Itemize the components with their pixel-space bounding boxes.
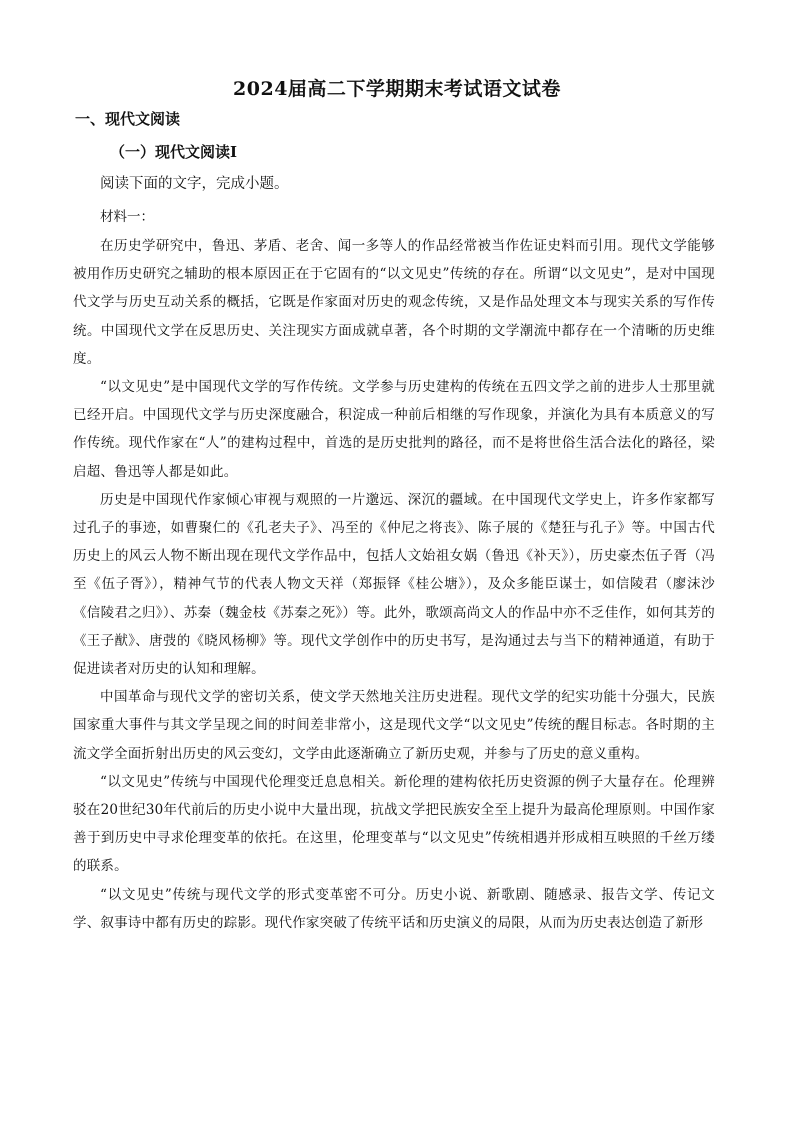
reading-instruction: 阅读下面的文字，完成小题。 (100, 176, 289, 192)
section-heading: 一、现代文阅读 (75, 110, 181, 128)
paragraph: “以文见史”传统与中国现代伦理变迁息息相关。新伦理的建构依托历史资源的例子大量存在。伦理辨驳在20世纪30年代前后的历史小说中大量出现，抗战文学把民族安全至上提升为最高伦理原则。中国作家善于到历史中寻求伦理变革的依托。在这里，伦理变革与“以文见史”传统相遇并形成相互映照的千丝万缕的联系。 (73, 773, 715, 875)
document-title: 2024届高二下学期期末考试语文试卷 (233, 78, 561, 100)
material-label: 材料一： (100, 209, 154, 225)
subsection-heading: （一）现代文阅读Ⅰ (110, 143, 238, 161)
paragraph: 历史是中国现代作家倾心审视与观照的一片邈远、深沉的疆域。在中国现代文学史上，许多作家都写过孔子的事迹，如曹聚仁的《孔老夫子》、冯至的《仲尼之将丧》、陈子展的《楚狂与孔子》等。中国古代历史上的风云人物不断出现在现代文学作品中，包括人文始祖女娲（鲁迅《补天》），历史豪杰伍子胥（冯至《伍子胥》），精神气节的代表人物文天祥（郑振铎《桂公塘》），及众多能臣谋士，如信陵君（廖沫沙《信陵君之归》）、苏秦（魏金枝《苏秦之死》）等。此外，歌颂高尚文人的作品中亦不乏佳作，如何其芳的《王子猷》、唐弢的《晓风杨柳》等。现代文学创作中的历史书写，是沟通过去与当下的精神通道，有助于促进读者对历史的认知和理解。 (73, 491, 715, 678)
paragraph: 在历史学研究中，鲁迅、茅盾、老舍、闻一多等人的作品经常被当作佐证史料而引用。现代文学能够被用作历史研究之辅助的根本原因正在于它固有的“以文见史”传统的存在。所谓“以文见史”，是对中国现代文学与历史互动关系的概括，它既是作家面对历史的观念传统，又是作品处理文本与现实关系的写作传统。中国现代文学在反思历史、关注现实方面成就卓著，各个时期的文学潮流中都存在一个清晰的历史维度。 (73, 238, 715, 367)
paragraph: “以文见史”传统与现代文学的形式变革密不可分。历史小说、新歌剧、随感录、报告文学、传记文学、叙事诗中都有历史的踪影。现代作家突破了传统平话和历史演义的局限，从而为历史表达创造了新形 (73, 886, 715, 931)
article-body (73, 232, 715, 937)
paragraph: 中国革命与现代文学的密切关系，使文学天然地关注历史进程。现代文学的纪实功能十分强大，民族国家重大事件与其文学呈现之间的时间差非常小，这是现代文学“以文见史”传统的醒目标志。各时期的主流文学全面折射出历史的风云变幻，文学由此逐渐确立了新历史观，并参与了历史的意义重构。 (73, 689, 715, 762)
paragraph: “以文见史”是中国现代文学的写作传统。文学参与历史建构的传统在五四文学之前的进步人士那里就已经开启。中国现代文学与历史深度融合，积淀成一种前后相继的写作现象，并演化为具有本质意义的写作传统。现代作家在“人”的建构过程中，首选的是历史批判的路径，而不是将世俗生活合法化的路径，梁启超、鲁迅等人都是如此。 (73, 379, 715, 480)
